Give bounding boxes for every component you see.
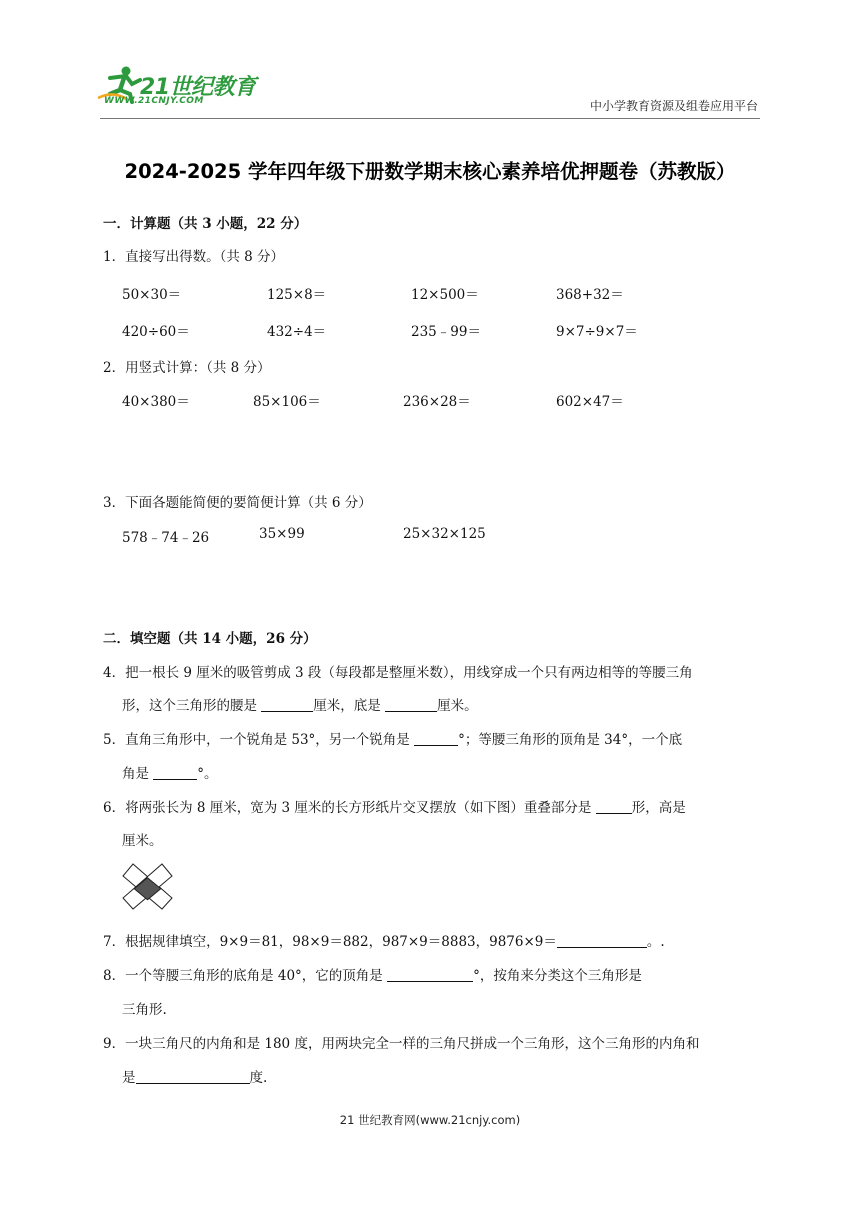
- q5-text: 角是: [122, 766, 154, 782]
- q1-expr: 235﹣99＝: [411, 324, 481, 340]
- q1-expr: 12×500＝: [411, 287, 479, 303]
- answer-blank[interactable]: [261, 697, 313, 712]
- q5-text: °；等腰三角形的顶角是 34°，一个底: [458, 732, 683, 748]
- question-7: [103, 930, 665, 950]
- q2-expr: 236×28＝: [403, 394, 471, 410]
- q5-text: °。: [197, 766, 218, 782]
- q8-text: 8．一个等腰三角形的底角是 40°，它的顶角是: [103, 968, 388, 984]
- q1-expr: 9×7÷9×7＝: [556, 324, 638, 340]
- site-logo: [96, 64, 266, 116]
- q4-text: 厘米。: [437, 698, 478, 714]
- question-8-line2: 三角形.: [122, 1002, 167, 1018]
- section-heading-fill-blank: 二．填空题（共 14 小题，26 分）: [103, 631, 317, 647]
- q7-text: 7．根据规律填空，9×9＝81，98×9＝882，987×9＝8883，9876×9＝: [103, 934, 557, 950]
- question-6-line1: [103, 796, 686, 816]
- page-footer: 21 世纪教育网(www.21cnjy.com): [339, 1113, 521, 1127]
- header-platform-text: 中小学教育资源及组卷应用平台: [589, 99, 758, 113]
- q1-expr: 125×8＝: [267, 287, 327, 303]
- question-9-line1: 9．一块三角尺的内角和是 180 度，用两块完全一样的三角尺拼成一个三角形，这个三角形的内角和: [103, 1036, 700, 1052]
- q9-text: 是: [122, 1070, 136, 1086]
- q5-text: 5．直角三角形中，一个锐角是 53°，另一个锐角是: [103, 732, 415, 748]
- q2-expr: 85×106＝: [253, 394, 321, 410]
- q9-text: 度.: [249, 1070, 268, 1086]
- section-heading-calculation: 一．计算题（共 3 小题，22 分）: [103, 216, 308, 232]
- q7-text: 。.: [646, 934, 665, 950]
- logo-text: 21世纪教育: [140, 75, 256, 100]
- q8-text: °，按角来分类这个三角形是: [473, 968, 642, 984]
- q4-text: 形，这个三角形的腰是: [122, 698, 262, 714]
- q2-expr: 602×47＝: [556, 394, 624, 410]
- q1-expr: 50×30＝: [122, 287, 182, 303]
- logo-url: WWW.21CNJY.COM: [104, 96, 204, 106]
- answer-blank[interactable]: [387, 967, 473, 982]
- header-divider: [100, 118, 760, 119]
- question-9-line2: [122, 1066, 267, 1086]
- q3-expr: 35×99: [259, 526, 305, 542]
- crossed-rectangles-figure: [120, 860, 178, 914]
- q1-expr: 420÷60＝: [122, 324, 190, 340]
- page-title: 2024-2025 学年四年级下册数学期末核心素养培优押题卷（苏教版）: [124, 160, 736, 183]
- q1-expr: 368+32＝: [556, 287, 624, 303]
- question-5-line2: [122, 762, 218, 782]
- answer-blank[interactable]: [153, 765, 197, 780]
- question-5-line1: [103, 728, 682, 748]
- answer-blank[interactable]: [596, 799, 632, 814]
- question-4-line1: 4．把一根长 9 厘米的吸管剪成 3 段（每段都是整厘米数），用线穿成一个只有两边相等的等腰三角: [103, 665, 693, 681]
- q6-text: 6．将两张长为 8 厘米，宽为 3 厘米的长方形纸片交叉摆放（如下图）重叠部分是: [103, 800, 596, 816]
- q1-expr: 432÷4＝: [267, 324, 327, 340]
- question-2: 2．用竖式计算：（共 8 分）: [103, 360, 271, 376]
- answer-blank[interactable]: [136, 1069, 250, 1084]
- q3-expr: 25×32×125: [403, 526, 486, 542]
- question-8-line1: [103, 964, 642, 984]
- q3-expr: 578﹣74﹣26: [122, 530, 210, 546]
- question-6-line2: 厘米。: [122, 833, 163, 849]
- answer-blank[interactable]: [385, 697, 437, 712]
- question-3: 3．下面各题能简便的要简便计算（共 6 分）: [103, 495, 372, 511]
- q6-text: 形，高是: [631, 800, 686, 816]
- q2-expr: 40×380＝: [122, 394, 190, 410]
- q4-text: 厘米，底是: [313, 698, 386, 714]
- answer-blank[interactable]: [414, 731, 458, 746]
- question-4-line2: [122, 694, 478, 714]
- answer-blank[interactable]: [557, 933, 647, 948]
- question-1: 1．直接写出得数。（共 8 分）: [103, 249, 285, 265]
